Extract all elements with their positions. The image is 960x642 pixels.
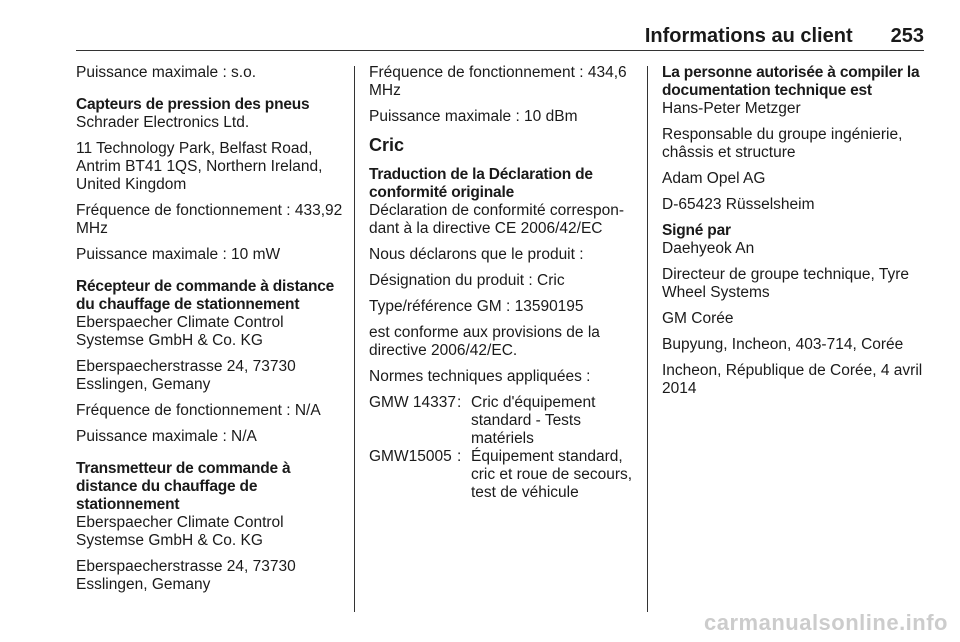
- type-reference: Type/référence GM : 13590195: [369, 298, 584, 315]
- signed-heading: Signé par: [662, 222, 731, 239]
- section-title-cric: Cric: [369, 135, 405, 155]
- translation-heading: Traduction de la Déclaration de conformité originale: [369, 166, 593, 201]
- company-city: D-65423 Rüsselsheim: [662, 196, 815, 213]
- column-2: [369, 64, 641, 502]
- page-title: Informations au client: [644, 25, 853, 47]
- standard-separator: :: [457, 448, 462, 465]
- column-3: [662, 64, 932, 406]
- company-name: Adam Opel AG: [662, 170, 766, 187]
- signer-company: GM Corée: [662, 310, 734, 327]
- column-1: [76, 64, 348, 602]
- authorized-heading: La personne autorisée à compiler la documentation technique est: [662, 64, 920, 99]
- max-power-line: Puissance maximale : s.o.: [76, 64, 257, 81]
- header-divider: [76, 50, 924, 51]
- standard-description: Cric d'équipement standard - Tests matériels: [471, 394, 596, 447]
- receiver-address: Eberspaecherstrasse 24, 73730 Esslingen, Gemany: [76, 358, 296, 393]
- receiver-company: Eberspaecher Climate Control Systemse GmbH & Co. KG: [76, 314, 284, 349]
- signed-place-date: Incheon, République de Corée, 4 avril 2014: [662, 362, 923, 397]
- standards-intro: Normes techniques appliquées :: [369, 368, 591, 385]
- standard-code: GMW 14337: [369, 394, 457, 411]
- receiver-heading: Récepteur de commande à distance du chauffage de stationnement: [76, 278, 335, 313]
- tpms-frequency: Fréquence de fonctionnement : 433,92 MHz: [76, 202, 343, 237]
- transmitter-company: Eberspaecher Climate Control Systemse GmbH & Co. KG: [76, 514, 284, 549]
- standard-row: [369, 448, 641, 502]
- we-declare-text: Nous déclarons que le produit :: [369, 246, 584, 263]
- receiver-frequency: Fréquence de fonctionnement : N/A: [76, 402, 321, 419]
- tpms-power: Puissance maximale : 10 mW: [76, 246, 281, 263]
- authorized-role: Responsable du groupe ingénierie, châssis et structure: [662, 126, 903, 161]
- conformity-text: est conforme aux provisions de la directive 2006/42/EC.: [369, 324, 600, 359]
- transmitter-address: Eberspaecherstrasse 24, 73730 Esslingen, Gemany: [76, 558, 296, 593]
- page-header: [76, 24, 924, 48]
- declaration-text: Déclaration de conformité correspondant à la directive CE 2006/42/EC: [369, 202, 625, 237]
- tpms-address: 11 Technology Park, Belfast Road, Antrim BT41 1QS, Northern Ireland, United Kingdom: [76, 140, 323, 193]
- receiver-power: Puissance maximale : N/A: [76, 428, 257, 445]
- product-designation: Désignation du produit : Cric: [369, 272, 565, 289]
- signer-name: Daehyeok An: [662, 240, 755, 257]
- standard-row: [369, 394, 641, 448]
- frequency-line: Fréquence de fonctionnement : 434,6 MHz: [369, 64, 627, 99]
- watermark: carmanualsonline.info: [704, 610, 948, 635]
- standard-description: Équipement standard, cric et roue de secours, test de véhicule: [471, 448, 633, 501]
- signer-address: Bupyung, Incheon, 403-714, Corée: [662, 336, 904, 353]
- standard-separator: :: [457, 394, 462, 411]
- column-divider-1: [354, 66, 355, 612]
- tpms-company: Schrader Electronics Ltd.: [76, 114, 250, 131]
- standard-code: GMW15005: [369, 448, 452, 465]
- column-divider-2: [647, 66, 648, 612]
- tpms-heading: Capteurs de pression des pneus: [76, 96, 310, 113]
- power-line: Puissance maximale : 10 dBm: [369, 108, 578, 125]
- transmitter-heading: Transmetteur de commande à distance du chauffage de stationnement: [76, 460, 291, 513]
- authorized-name: Hans-Peter Metzger: [662, 100, 801, 117]
- page-number: 253: [890, 25, 924, 47]
- signer-role: Directeur de groupe technique, Tyre Wheel Systems: [662, 266, 910, 301]
